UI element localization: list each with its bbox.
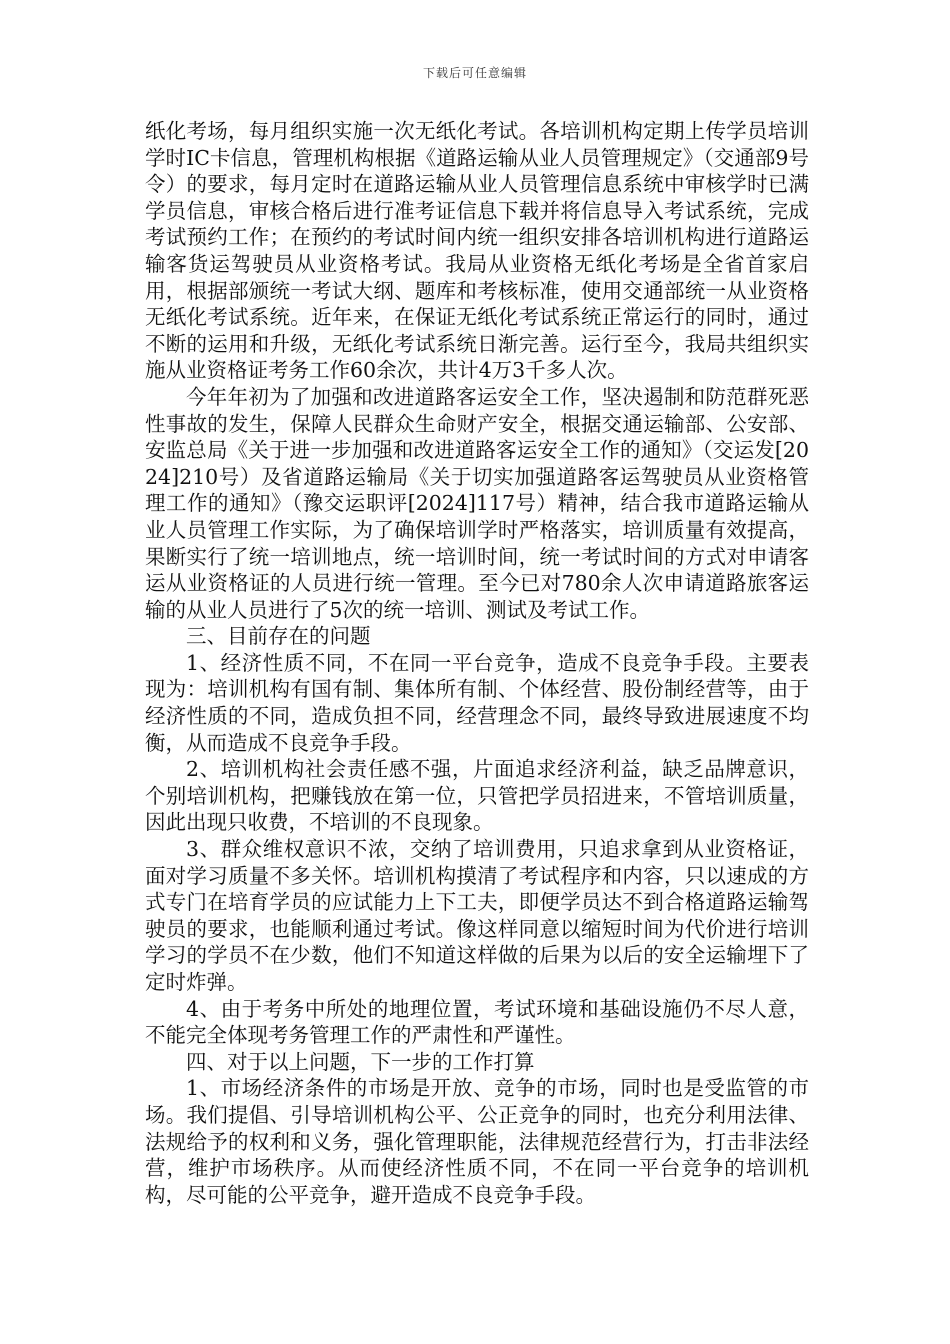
paragraph-problem-3: 3、群众维权意识不浓，交纳了培训费用，只追求拿到从业资格证，面对学习质量不多关怀。培训机构摸清了考试程序和内容，只以速成的方式专门在培育学员的应试能力上下工夫，即便学员达不到合格道路运输驾驶员的要求，也能顺利通过考试。像这样同意以缩短时间为代价进行培训学习的学员不在少数，他们不知道这样做的后果为以后的安全运输埋下了定时炸弹。 <box>145 837 809 994</box>
paragraph-plan-1: 1、市场经济条件的市场是开放、竞争的市场，同时也是受监管的市场。我们提倡、引导培训机构公平、公正竞争的同时，也充分利用法律、法规给予的权利和义务，强化管理职能，法律规范经营行为，打击非法经营，维护市场秩序。从而使经济性质不同，不在同一平台竞争的培训机构，尽可能的公平竞争，避开造成不良竞争手段。 <box>145 1076 809 1207</box>
paragraph-problem-2: 2、培训机构社会责任感不强，片面追求经济利益，缺乏品牌意识，个别培训机构，把赚钱放在第一位，只管把学员招进来，不管培训质量，因此出现只收费，不培训的不良现象。 <box>145 757 809 835</box>
section-heading-next-steps: 四、对于以上问题，下一步的工作打算 <box>186 1049 535 1074</box>
page-header-note: 下载后可任意编辑 <box>422 66 527 80</box>
paragraph-problem-4: 4、由于考务中所处的地理位置，考试环境和基础设施仍不尽人意，不能完全体现考务管理工作的严肃性和严谨性。 <box>145 996 809 1048</box>
paragraph-problem-1: 1、经济性质不同，不在同一平台竞争，造成不良竞争手段。主要表现为：培训机构有国有制、集体所有制、个体经营、股份制经营等，由于经济性质的不同，造成负担不同，经营理念不同，最终导致进展速度不均衡，从而造成不良竞争手段。 <box>145 650 809 755</box>
section-heading-current-problems: 三、目前存在的问题 <box>186 624 371 649</box>
paragraph-unified-management: 今年年初为了加强和改进道路客运安全工作，坚决遏制和防范群死恶性事故的发生，保障人民群众生命财产安全，根据交通运输部、公安部、安监总局《关于进一步加强和改进道路客运安全工作的通知》（交运发[2024]210号）及省道路运输局《关于切实加强道路客运驾驶员从业资格管理工作的通知》（豫交运职评[2024]117号）精神，结合我市道路运输从业人员管理工作实际，为了确保培训学时严格落实，培训质量有效提高，果断实行了统一培训地点，统一培训时间，统一考试时间的方式对申请客运从业资格证的人员进行统一管理。至今已对780余人次申请道路旅客运输的从业人员进行了5次的统一培训、测试及考试工作。 <box>145 384 809 622</box>
paragraph-continuation: 纸化考场，每月组织实施一次无纸化考试。各培训机构定期上传学员培训学时IC卡信息，管理机构根据《道路运输从业人员管理规定》（交通部9号令）的要求，每月定时在道路运输从业人员管理信息系统中审核学时已满学员信息，审核合格后进行准考证信息下载并将信息导入考试系统，完成考试预约工作；在预约的考试时间内统一组织安排各培训机构进行道路运输客货运驾驶员从业资格考试。我局从业资格无纸化考场是全省首家启用，根据部颁统一考试大纲、题库和考核标准，使用交通部统一从业资格无纸化考试系统。近年来，在保证无纸化考试系统正常运行的同时，通过不断的运用和升级，无纸化考试系统日渐完善。运行至今，我局共组织实施从业资格证考务工作60余次，共计4万3千多人次。 <box>145 119 809 383</box>
document-body <box>145 118 809 1208</box>
